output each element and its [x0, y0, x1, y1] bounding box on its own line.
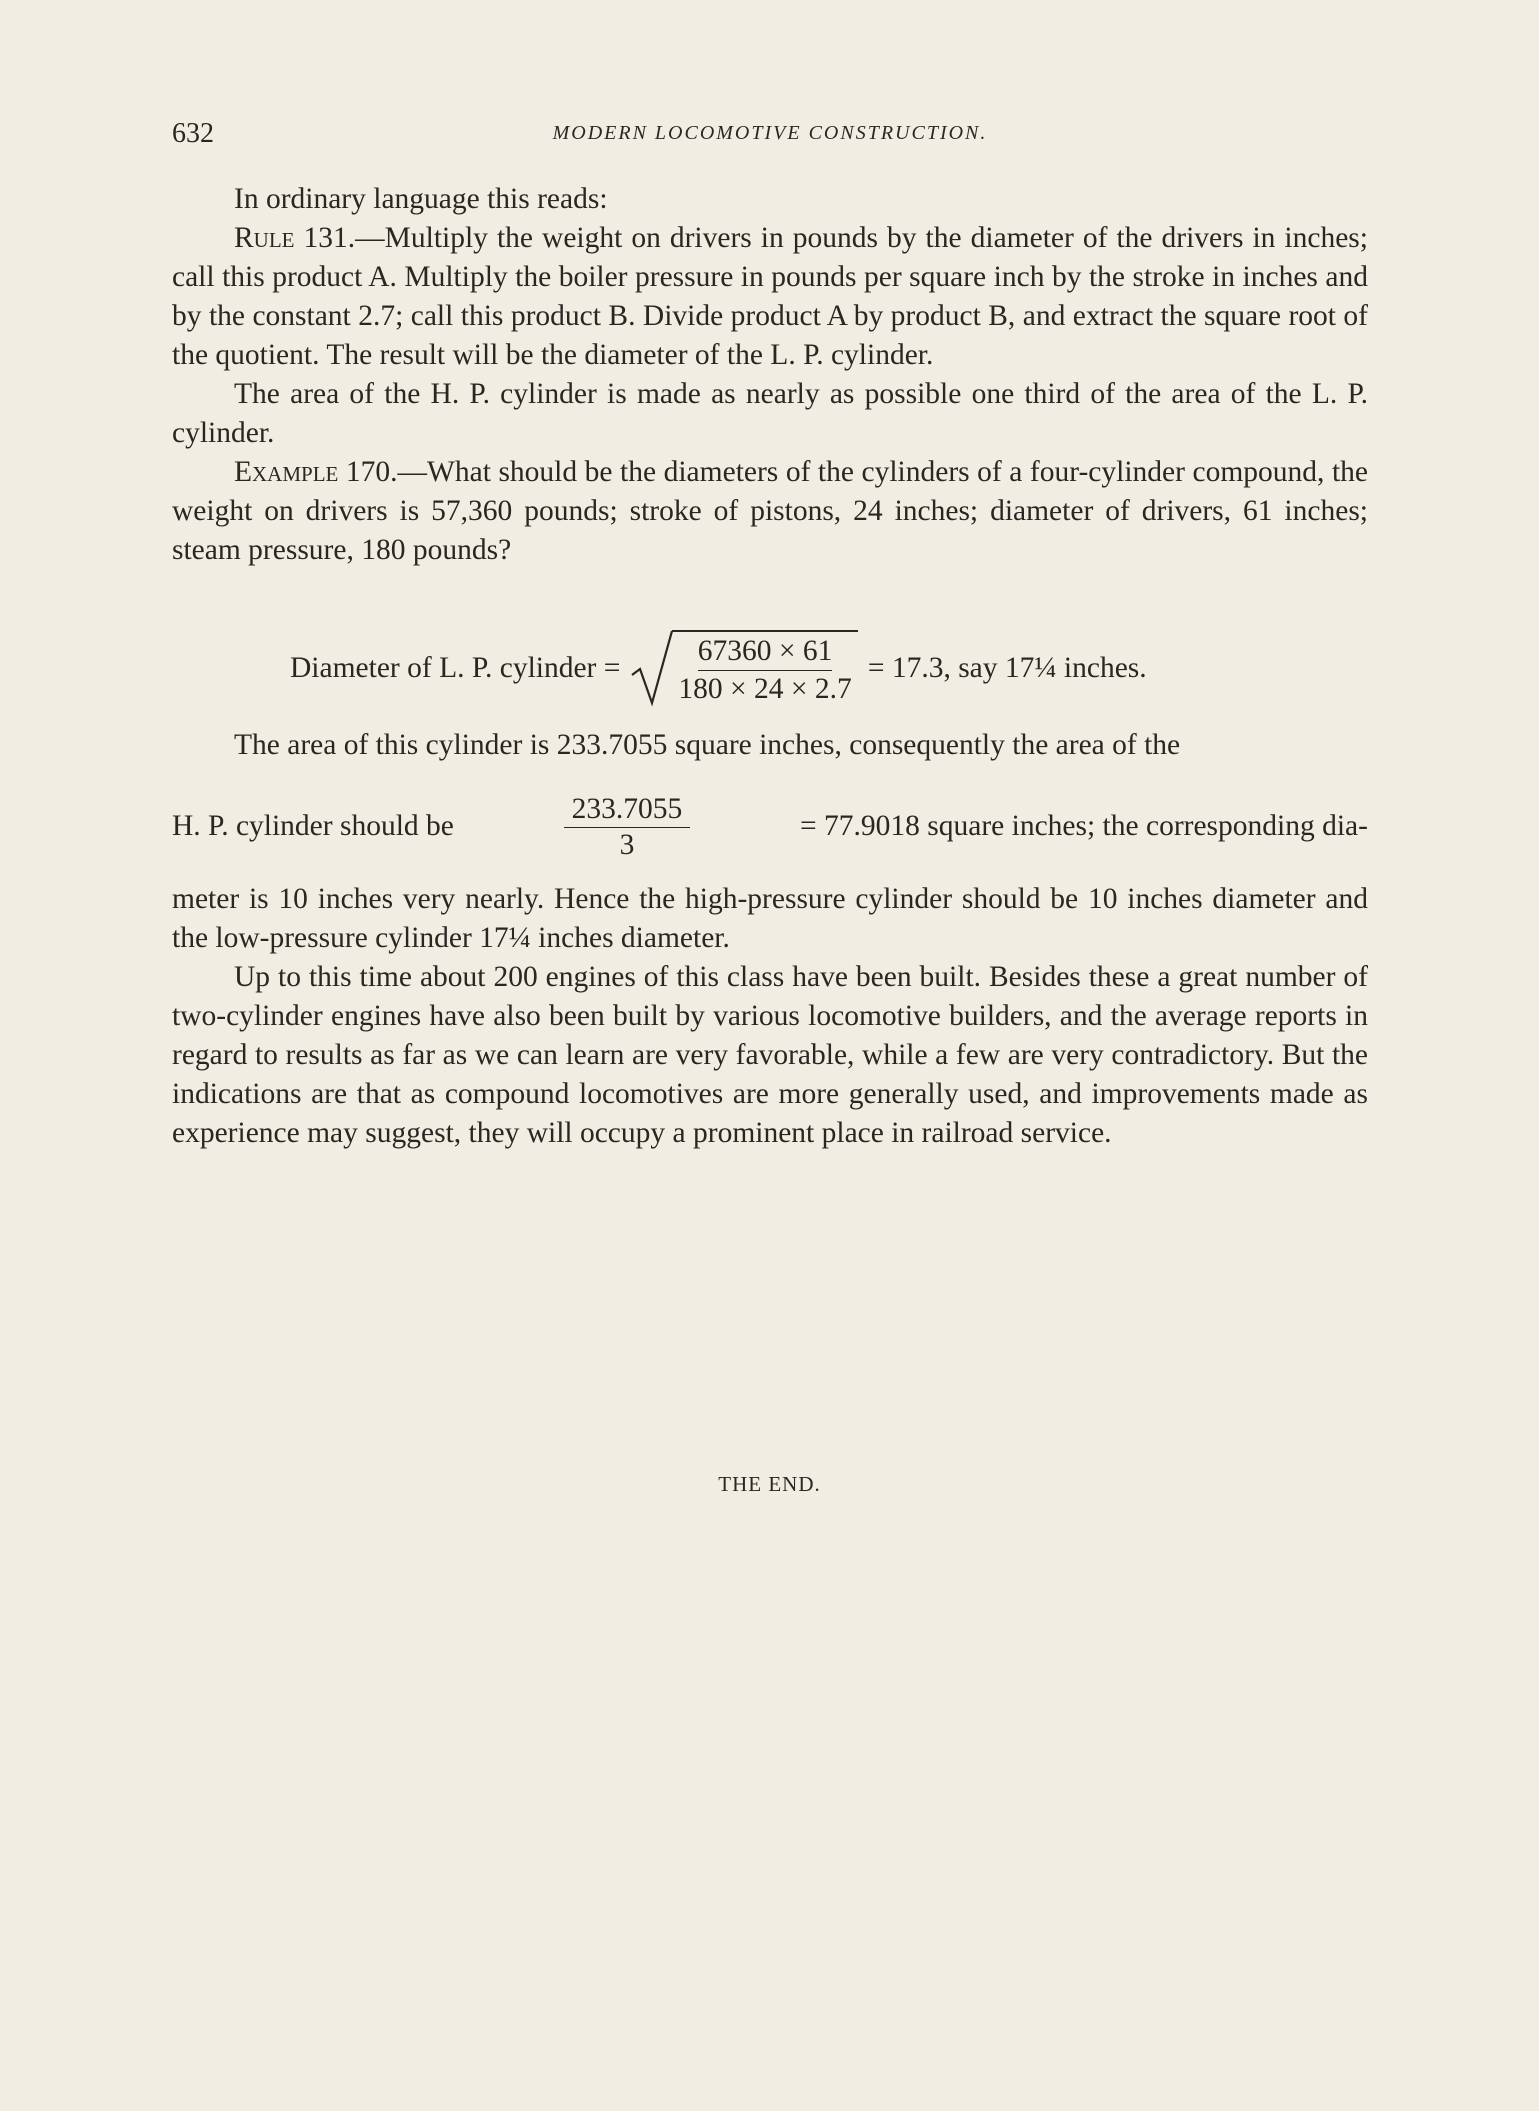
page-number: 632: [172, 118, 214, 149]
formula2-numerator: 233.7055: [564, 791, 691, 828]
area-line-block: [172, 726, 1368, 765]
body-text-top: [172, 180, 1368, 570]
final-paragraph: Up to this time about 200 engines of this class have been built. Besides these a great number of two-cylinder engines have also been built by various locomotive builders, and the average reports in regard to results as far as we can learn are very favorable, while a few are very contradictory. But the indications are that as compound locomotives are more generally used, and improvements made as experience may suggest, they will occupy a prominent place in railroad service.: [172, 961, 1368, 1149]
area-line: The area of this cylinder is 233.7055 square inches, consequently the area of the: [234, 729, 1181, 761]
example-text: 170.—What should be the diameters of the cylinders of a four-cylinder compound, the weight on drivers is 57,360 pounds; stroke of pistons, 24 inches; diameter of drivers, 61 inches; steam pressure, 180 pounds?: [172, 456, 1368, 566]
intro-line: In ordinary language this reads:: [234, 183, 608, 215]
rule-text: 131.—Multiply the weight on drivers in pounds by the diameter of the drivers in inches; call this product A. Multiply the boiler pressure in pounds per square inch by the stroke in inches and by the constant 2.7; call this product B. Divide product A by product B, and extract the square root of the quotient. The result will be the diameter of the L. P. cylinder.: [172, 222, 1368, 371]
example-paragraph: [172, 453, 1368, 570]
formula1-fraction: [672, 630, 857, 707]
running-title: MODERN LOCOMOTIVE CONSTRUCTION.: [552, 122, 988, 144]
formula-lp-diameter: [290, 628, 1147, 708]
body-text-bottom: [172, 880, 1368, 1153]
formula2-denominator: 3: [619, 828, 635, 861]
the-end: THE END.: [718, 1472, 821, 1496]
running-head: [172, 118, 1368, 158]
rule-label: Rule: [234, 222, 295, 254]
example-label: Example: [234, 456, 339, 488]
continuation-paragraph: meter is 10 inches very nearly. Hence the high-pressure cylinder should be 10 inches diameter and the low-pressure cylinder 17¼ inches diameter.: [172, 883, 1368, 954]
formula2-rhs: = 77.9018 square inches; the corresponding dia-: [800, 809, 1368, 842]
formula1-rhs: = 17.3, say 17¼ inches.: [867, 651, 1147, 684]
formula1-numerator: 67360 × 61: [698, 634, 833, 671]
rule-paragraph: [172, 219, 1368, 375]
area-paragraph: The area of the H. P. cylinder is made as nearly as possible one third of the area of the L. P. cylinder.: [172, 378, 1368, 449]
formula2-lhs: H. P. cylinder should be: [172, 809, 454, 842]
formula2-fraction: [564, 791, 691, 862]
formula1-denominator: 180 × 24 × 2.7: [678, 672, 852, 705]
formula-hp-area: [172, 786, 1368, 866]
square-root-sign: [630, 629, 857, 707]
formula1-lhs: Diameter of L. P. cylinder =: [290, 651, 621, 684]
